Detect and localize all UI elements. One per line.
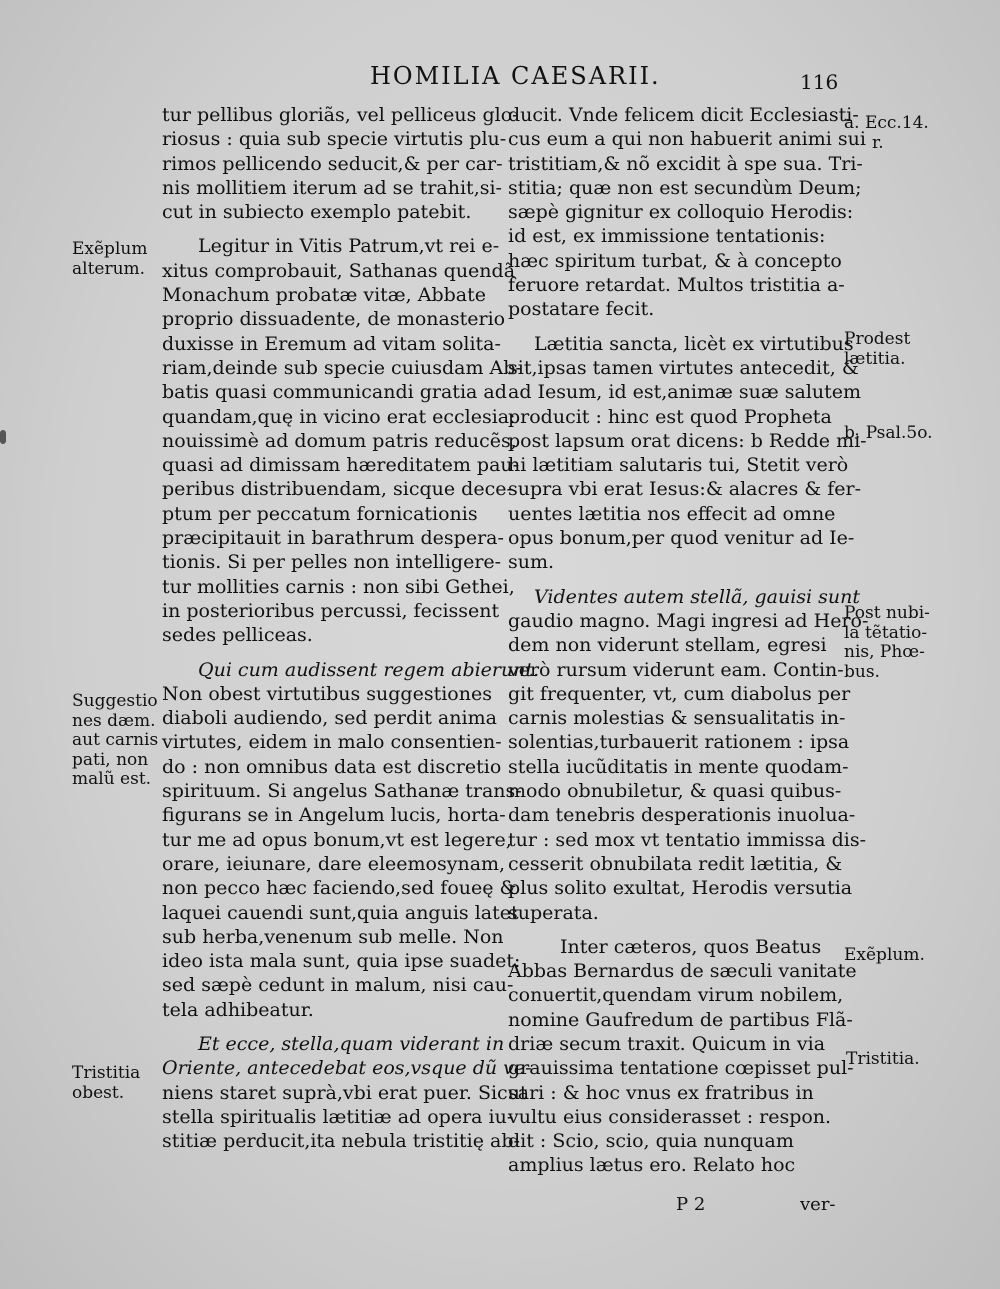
margin-note-line: Tristitia. bbox=[846, 1049, 920, 1069]
text-line: quasi ad dimissam hæreditatem pau- bbox=[162, 454, 520, 477]
text-line: verò rursum viderunt eam. Contin- bbox=[508, 658, 844, 681]
text-line: grauissima tentatione cœpisset pul- bbox=[508, 1057, 854, 1080]
text-line: tristitiam,& nõ excidit à spe sua. Tri- bbox=[508, 152, 863, 175]
text-line: opus bonum,per quod venitur ad Ie- bbox=[508, 527, 855, 550]
page-number: 116 bbox=[800, 70, 839, 94]
text-line: stella spiritualis lætitiæ ad opera iu- bbox=[162, 1105, 514, 1128]
margin-note-line: la tẽtatio- bbox=[844, 622, 928, 643]
text-line: rimos pellicendo seducit,& per car- bbox=[162, 152, 503, 175]
margin-note-line: lætitia. bbox=[844, 348, 906, 369]
text-line: quandam,quę in vicino erat ecclesia: bbox=[162, 405, 516, 428]
margin-note-line: r. bbox=[872, 132, 884, 153]
margin-note-line: pati, non bbox=[72, 749, 149, 770]
text-line: Oriente, antecedebat eos,vsque dũ ve- bbox=[162, 1057, 532, 1080]
text-line: sub herba,venenum sub melle. Non bbox=[162, 925, 504, 948]
text-line: Qui cum audissent regem abierunt. bbox=[198, 658, 540, 681]
catchword: ver- bbox=[800, 1194, 836, 1215]
text-line: sedes pelliceas. bbox=[162, 624, 313, 647]
text-line: Non obest virtutibus suggestiones bbox=[162, 682, 492, 705]
text-line: dam tenebris desperationis inuolua- bbox=[508, 804, 856, 827]
margin-note-exemplum bbox=[844, 946, 925, 966]
text-line: peribus distribuendam, sicque dece- bbox=[162, 478, 513, 501]
paragraph-gap bbox=[162, 1022, 497, 1032]
margin-note-suggestiones bbox=[72, 692, 158, 790]
margin-note-line: b. Psal.5o. bbox=[844, 423, 933, 443]
text-line: sed sæpè cedunt in malum, nisi cau- bbox=[162, 974, 514, 997]
text-line: vultu eius considerasset : respon. bbox=[508, 1105, 832, 1128]
text-line: non pecco hæc faciendo,sed foueę & bbox=[162, 877, 517, 900]
text-line: niens staret suprà,vbi erat puer. Sicut bbox=[162, 1081, 528, 1104]
text-line: hi lætitiam salutaris tui, Stetit verò bbox=[508, 454, 849, 477]
text-line: nouissimè ad domum patris reducẽs, bbox=[162, 429, 517, 452]
text-line: Et ecce, stella,quam viderant in bbox=[198, 1032, 505, 1055]
edge-mark bbox=[0, 430, 6, 444]
text-line: Monachum probatæ vitæ, Abbate bbox=[162, 284, 486, 307]
text-line: dit : Scio, scio, quia nunquam bbox=[508, 1130, 794, 1153]
text-line: nis mollitiem iterum ad se trahit,si- bbox=[162, 176, 502, 199]
text-line: conuertit,quendam virum nobilem, bbox=[508, 984, 844, 1007]
margin-note-exemplum-alterum bbox=[72, 240, 147, 279]
text-line: Legitur in Vitis Patrum,vt rei e- bbox=[198, 235, 500, 258]
text-line: gaudio magno. Magi ingresi ad Hero- bbox=[508, 609, 869, 632]
margin-note-line: Tristitia bbox=[72, 1063, 141, 1083]
paragraph-gap bbox=[162, 224, 497, 234]
margin-note-line: aut carnis bbox=[72, 730, 159, 750]
paragraph-gap bbox=[508, 322, 843, 332]
text-line: præcipitauit in barathrum desperа- bbox=[162, 527, 504, 550]
margin-note-psal bbox=[844, 424, 933, 444]
margin-note-line: Exẽplum. bbox=[844, 945, 925, 965]
text-line: laquei cauendi sunt,quia anguis latet bbox=[162, 901, 519, 924]
margin-note-line: Exẽplum bbox=[72, 239, 148, 259]
text-line: sari : & hoc vnus ex fratribus in bbox=[508, 1081, 814, 1104]
signature-mark: P 2 bbox=[676, 1194, 706, 1215]
margin-note-line: Prodest bbox=[844, 329, 911, 349]
text-line: tur : sed mox vt tentatio immissa dis- bbox=[508, 828, 866, 851]
text-line: producit : hinc est quod Propheta bbox=[508, 405, 832, 428]
text-line: sæpè gignitur ex colloquio Herodis: bbox=[508, 201, 854, 224]
paragraph-gap bbox=[508, 575, 843, 585]
margin-note-prodest bbox=[844, 330, 910, 369]
text-line: riam,deinde sub specie cuiusdam Ab- bbox=[162, 356, 522, 379]
text-line: stitiæ perducit,ita nebula tristitię ab- bbox=[162, 1130, 520, 1153]
text-line: Lætitia sancta, licèt ex virtutibus bbox=[534, 332, 854, 355]
text-line: stella iucũditatis in mente quodam- bbox=[508, 755, 849, 778]
text-line: ducit. Vnde felicem dicit Ecclesiasti- bbox=[508, 104, 859, 126]
text-line: plus solito exultat, Herodis versutia bbox=[508, 877, 853, 900]
text-line: solentias,turbauerit rationem : ipsa bbox=[508, 731, 850, 754]
text-line: stitia; quæ non est secundùm Deum; bbox=[508, 176, 862, 199]
text-line: post lapsum orat dicens: b Redde mi- bbox=[508, 429, 867, 452]
margin-note-line: Suggestio bbox=[72, 691, 158, 711]
text-line: dem non viderunt stellam, egresi bbox=[508, 634, 827, 657]
text-line: uentes lætitia nos effecit ad omne bbox=[508, 502, 836, 525]
running-title: HOMILIA CAESARII. bbox=[370, 62, 661, 90]
text-line: cesserit obnubilata redit lætitia, & bbox=[508, 852, 843, 875]
text-line: orare, ieiunare, dare eleemosynam, bbox=[162, 852, 506, 875]
text-line: tur pellibus gloriãs, vel pelliceus glo- bbox=[162, 104, 519, 126]
text-line: nomine Gaufredum de partibus Flã- bbox=[508, 1008, 853, 1031]
text-line: ad Iesum, id est,animæ suæ salutem bbox=[508, 381, 862, 404]
text-line: tionis. Si per pelles non intelligere- bbox=[162, 551, 502, 574]
text-line: ptum per peccatum fornicationis bbox=[162, 502, 478, 525]
text-line: carnis molestias & sensualitatis in- bbox=[508, 707, 846, 730]
text-line: figurans se in Angelum lucis, horta- bbox=[162, 804, 506, 827]
text-line: driæ secum traxit. Quicum in via bbox=[508, 1032, 826, 1055]
margin-note-line: nis, Phœ- bbox=[844, 642, 925, 662]
paragraph-gap bbox=[162, 648, 497, 658]
text-line: id est, ex immissione tentationis: bbox=[508, 225, 826, 248]
margin-note-line: Post nubi- bbox=[844, 603, 930, 623]
margin-note-line: alterum. bbox=[72, 258, 146, 279]
text-line: cus eum a qui non habuerit animi sui bbox=[508, 128, 866, 151]
text-line: batis quasi communicandi gratia ad bbox=[162, 381, 507, 404]
text-line: Videntes autem stellã, gauisi sunt bbox=[534, 585, 860, 608]
text-line: spirituum. Si angelus Sathanæ trans- bbox=[162, 780, 522, 803]
margin-note-tristitia bbox=[846, 1050, 920, 1070]
text-line: ideo ista mala sunt, quia ipse suadet: bbox=[162, 950, 521, 973]
margin-note-line: malũ est. bbox=[72, 769, 152, 789]
text-line: in posterioribus percussi, fecissent bbox=[162, 599, 500, 622]
text-line: amplius lætus ero. Relato hoc bbox=[508, 1154, 796, 1177]
text-line: Abbas Bernardus de sæculi vanitate bbox=[508, 960, 857, 983]
text-line: modo obnubiletur, & quasi quibus- bbox=[508, 780, 842, 803]
text-line: Inter cæteros, quos Beatus bbox=[560, 935, 822, 958]
text-line: sit,ipsas tamen virtutes antecedit, & bbox=[508, 356, 859, 379]
margin-note-eccl bbox=[844, 114, 929, 153]
text-line: hæc spiritum turbat, & à concepto bbox=[508, 249, 842, 272]
text-line: feruore retardat. Multos tristitia a- bbox=[508, 274, 845, 297]
margin-note-tristitia-obest bbox=[72, 1064, 140, 1103]
text-line: xitus comprobauit, Sathanas quendã bbox=[162, 259, 516, 282]
margin-note-post-nubila bbox=[844, 604, 930, 682]
right-column bbox=[508, 103, 869, 1178]
margin-note-line: obest. bbox=[72, 1082, 125, 1103]
text-line: virtutes, eidem in malo consentien- bbox=[162, 731, 502, 754]
text-line: tur mollities carnis : non sibi Gethei, bbox=[162, 575, 515, 598]
text-line: diaboli audiendo, sed perdit anima bbox=[162, 707, 497, 730]
text-line: sum. bbox=[508, 551, 555, 574]
margin-note-line: bus. bbox=[844, 661, 880, 682]
text-line: cut in subiecto exemplo patebit. bbox=[162, 201, 472, 224]
text-line: supra vbi erat Iesus:& alacres & fer- bbox=[508, 478, 862, 501]
text-line: postatare fecit. bbox=[508, 298, 655, 321]
text-line: tur me ad opus bonum,vt est legere, bbox=[162, 828, 512, 851]
text-line: git frequenter, vt, cum diabolus per bbox=[508, 682, 851, 705]
paragraph-gap bbox=[508, 925, 843, 935]
text-line: superata. bbox=[508, 901, 599, 924]
text-line: proprio dissuadente, de monasterio bbox=[162, 308, 506, 331]
margin-note-line: a. Ecc.14. bbox=[844, 113, 929, 133]
text-line: riosus : quia sub specie virtutis plu- bbox=[162, 128, 507, 151]
text-line: tela adhibeatur. bbox=[162, 998, 314, 1021]
text-line: do : non omnibus data est discretio bbox=[162, 755, 502, 778]
text-line: duxisse in Eremum ad vitam solita- bbox=[162, 332, 501, 355]
margin-note-line: nes dæm. bbox=[72, 710, 156, 731]
